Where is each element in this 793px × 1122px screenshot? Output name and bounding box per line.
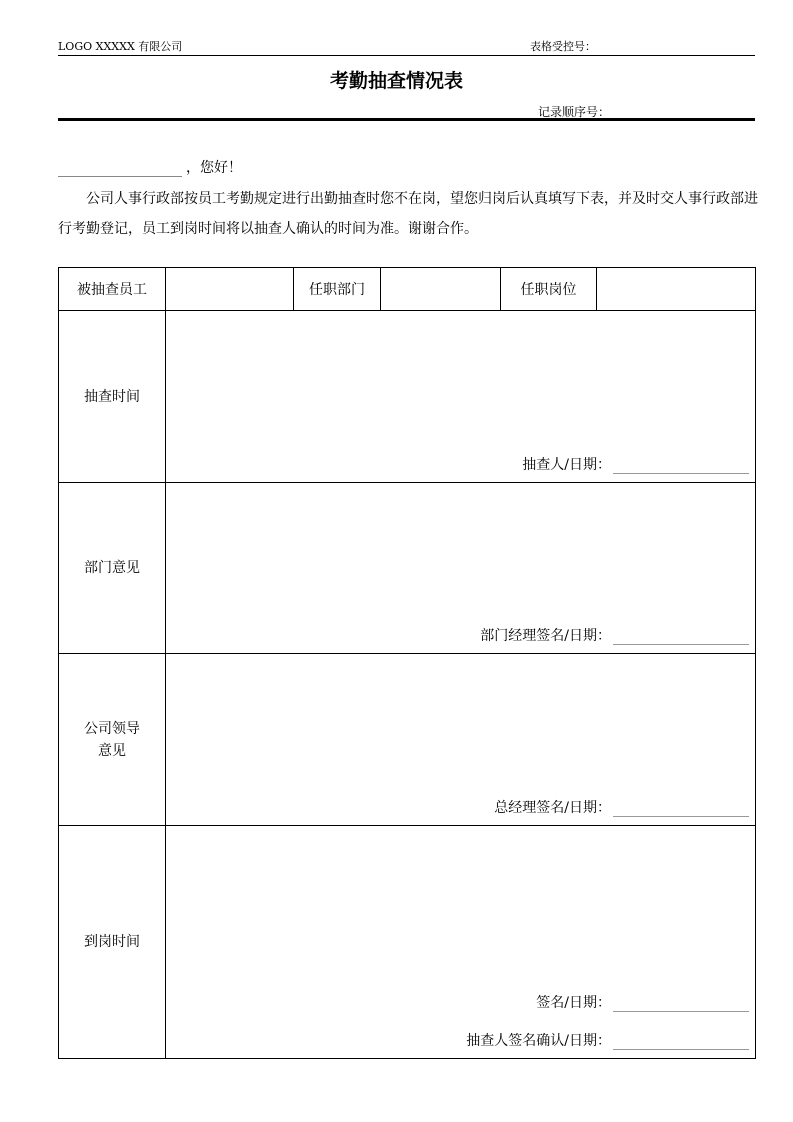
employee-sign-line[interactable] [613,997,749,1012]
checker-sign-label: 抽查人/日期： [522,457,611,473]
record-number-label: 记录顺序号： [538,105,611,119]
checker-sign-line[interactable] [613,459,749,474]
company-name: LOGO XXXXX 有限公司 [58,40,183,53]
employee-sign [536,992,749,1012]
dept-manager-sign [480,625,749,645]
header-divider [58,55,755,56]
employee-info-row [59,268,756,311]
instruction-paragraph: 公司人事行政部按员工考勤规定进行出勤抽查时您不在岗，望您归岗后认真填写下表，并及时交人事行政部进行考勤登记，员工到岗时间将以抽查人确认的时间为准。谢谢合作。 [58,191,758,237]
company-opinion-label-line1: 公司领导 [84,720,140,737]
recipient-name-blank[interactable] [58,160,182,177]
greeting-text: ，您好！ [186,160,242,176]
department-field[interactable] [381,268,501,311]
arrival-time-row [59,826,756,1059]
title-divider [58,118,755,121]
gm-sign-line[interactable] [613,802,749,817]
checker-confirm-sign [466,1030,749,1050]
greeting [58,157,242,177]
company-opinion-row [59,654,756,826]
page-title: 考勤抽查情况表 [329,70,463,92]
arrival-time-field[interactable] [166,826,756,1059]
employee-sign-label: 签名/日期： [536,995,611,1011]
dept-manager-sign-line[interactable] [613,630,749,645]
dept-manager-sign-label: 部门经理签名/日期： [480,628,611,644]
company-opinion-label [59,654,166,826]
checker-sign [522,454,749,474]
checker-confirm-sign-label: 抽查人签名确认/日期： [466,1033,611,1049]
employee-field[interactable] [166,268,294,311]
company-opinion-field[interactable] [166,654,756,826]
check-time-field[interactable] [166,311,756,483]
employee-label: 被抽查员工 [59,268,166,311]
dept-opinion-field[interactable] [166,483,756,654]
check-time-label: 抽查时间 [59,311,166,483]
checker-confirm-sign-line[interactable] [613,1035,749,1050]
position-field[interactable] [597,268,756,311]
department-label: 任职部门 [294,268,381,311]
arrival-time-label: 到岗时间 [59,826,166,1059]
dept-opinion-label: 部门意见 [59,483,166,654]
gm-sign-label: 总经理签名/日期： [494,800,611,816]
company-opinion-label-line2: 意见 [98,742,126,759]
position-label: 任职岗位 [501,268,597,311]
control-number-label: 表格受控号： [530,40,596,53]
gm-sign [494,797,749,817]
check-time-row [59,311,756,483]
dept-opinion-row [59,483,756,654]
attendance-check-table [58,267,756,1059]
